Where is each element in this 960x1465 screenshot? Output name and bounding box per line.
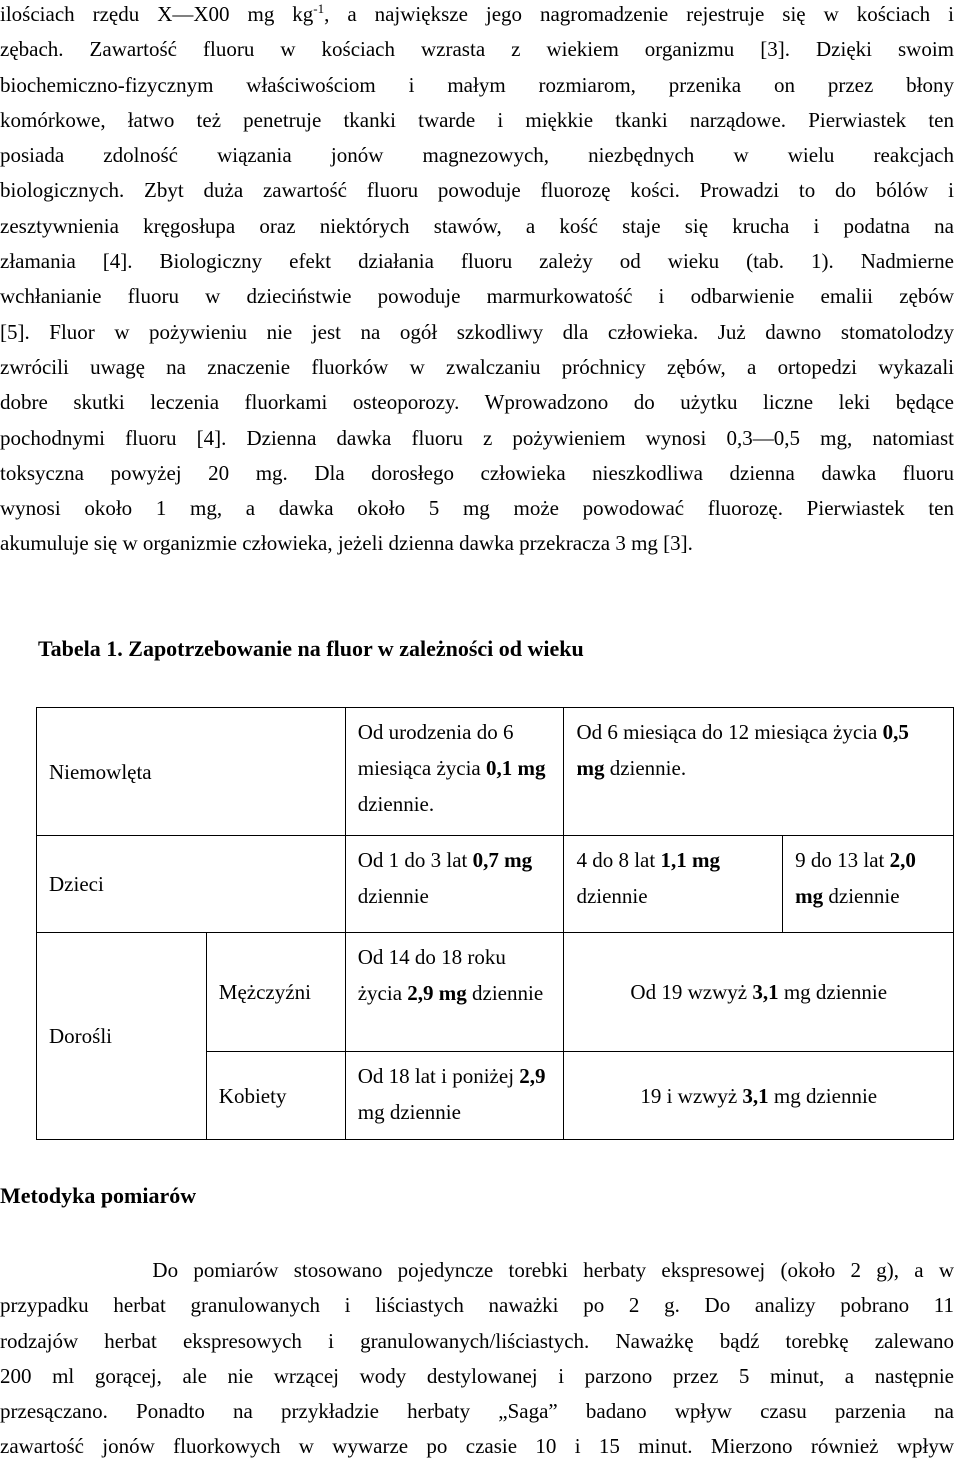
text-line: 200 ml gorącej, ale nie wrzącej wody destylowanej i parzono przez 5 minut, a następnie — [0, 1363, 954, 1388]
text-line: wynosi około 1 mg, a dawka około 5 mg może powodować fluorozę. Pierwiastek ten — [0, 496, 954, 521]
fluorine-requirement-table — [36, 707, 954, 1140]
text-line: posiada zdolność wiązania jonów magnezowych, niezbędnych w wielu reakcjach — [0, 143, 954, 168]
table-caption: Tabela 1. Zapotrzebowanie na fluor w zależności od wieku — [38, 636, 584, 661]
text-line: rodzajów herbat ekspresowych i granulowanych/liściastych. Naważkę bądź torebkę zalewano — [0, 1328, 954, 1353]
text-line: zębach. Zawartość fluoru w kościach wzrasta z wiekiem organizmu [3]. Dzięki swoim — [0, 37, 954, 62]
section-heading: Metodyka pomiarów — [0, 1183, 197, 1208]
text-line: komórkowe, łatwo też penetruje tkanki twarde i miękkie tkanki narządowe. Pierwiastek ten — [0, 107, 954, 132]
table-row — [37, 836, 954, 933]
paragraph-intro — [0, 0, 954, 562]
text-line: przesączano. Ponadto na przykładzie herbaty „Saga” badano wpływ czasu parzenia na — [0, 1399, 954, 1424]
group-label-children: Dzieci — [37, 836, 346, 933]
table-cell: Od urodzenia do 6 miesiąca życia 0,1 mg dziennie. — [345, 708, 564, 836]
text-line: pochodnymi fluoru [4]. Dzienna dawka fluoru z pożywieniem wynosi 0,3—0,5 mg, natomiast — [0, 425, 954, 450]
table-cell: Od 6 miesiąca do 12 miesiąca życia 0,5 mg dziennie. — [564, 708, 954, 836]
text-line: biologicznych. Zbyt duża zawartość fluoru powoduje fluorozę kości. Prowadzi to do bólów i — [0, 178, 954, 203]
text-line: zwrócili uwagę na znaczenie fluorków w zwalczaniu próchnicy zębów, a ortopedzi wykazali — [0, 354, 954, 379]
table-row — [37, 933, 954, 1052]
table-cell: 4 do 8 lat 1,1 mg dziennie — [564, 836, 783, 933]
table-cell: Od 14 do 18 roku życia 2,9 mg dziennie — [345, 933, 564, 1052]
text-line: toksyczna powyżej 20 mg. Dla dorosłego człowieka nieszkodliwa dzienna dawka fluoru — [0, 460, 954, 485]
text-line: złamania [4]. Biologiczny efekt działania fluoru zależy od wieku (tab. 1). Nadmierne — [0, 249, 954, 274]
table-cell: Od 18 lat i poniżej 2,9 mg dziennie — [345, 1052, 564, 1140]
paragraph-methods — [0, 1253, 954, 1465]
table-cell: 19 i wzwyż 3,1 mg dziennie — [564, 1052, 954, 1140]
text-line: [5]. Fluor w pożywieniu nie jest na ogół szkodliwy dla człowieka. Już dawno stomatolodzy — [0, 319, 954, 344]
group-label-infants: Niemowlęta — [37, 708, 346, 836]
table-cell: 9 do 13 lat 2,0 mg dziennie — [783, 836, 954, 933]
text-line: Do pomiarów stosowano pojedyncze torebki herbaty ekspresowej (około 2 g), a w — [0, 1258, 954, 1282]
group-label-adults: Dorośli — [37, 933, 207, 1140]
text-line: biochemiczno-fizycznym właściwościom i małym rozmiarom, przenika on przez błony — [0, 72, 954, 97]
text-line: zesztywnienia kręgosłupa oraz niektórych stawów, a kość staje się krucha i podatna na — [0, 213, 954, 238]
text-line: akumuluje się w organizmie człowieka, jeżeli dzienna dawka przekracza 3 mg [3]. — [0, 531, 693, 556]
text-line: zawartość jonów fluorkowych w wywarze po czasie 10 i 15 minut. Mierzono również wpływ — [0, 1434, 954, 1459]
table-cell: Od 1 do 3 lat 0,7 mg dziennie — [345, 836, 564, 933]
subgroup-label-men: Mężczyźni — [206, 933, 345, 1052]
table-row — [37, 708, 954, 836]
text-line: wchłanianie fluoru w dzieciństwie powoduje marmurkowatość i odbarwienie emalii zębów — [0, 284, 954, 309]
text-line: przypadku herbat granulowanych i liściastych naważki po 2 g. Do analizy pobrano 11 — [0, 1293, 954, 1318]
subgroup-label-women: Kobiety — [206, 1052, 345, 1140]
text-line: ilościach rzędu X—X00 mg $kg^{-1}$, a największe jego nagromadzenie rejestruje się w kościach i — [0, 1, 954, 26]
table-cell: Od 19 wzwyż 3,1 mg dziennie — [564, 933, 954, 1052]
text-line: dobre skutki leczenia fluorkami osteoporozy. Wprowadzono do użytku liczne leki będące — [0, 390, 954, 415]
